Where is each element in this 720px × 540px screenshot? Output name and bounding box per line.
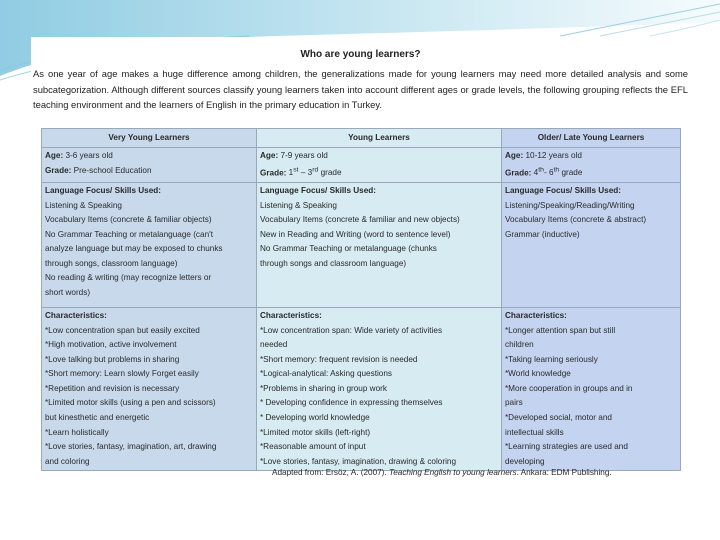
grade-value: 1st – 3rd grade <box>288 166 342 178</box>
list-item: *Repetition and revision is necessary <box>45 383 180 393</box>
age-label: Age: <box>505 151 524 160</box>
list-item: *Learn holistically <box>45 427 109 437</box>
list-item: analyze language but may be exposed to chunks <box>45 244 223 254</box>
list-item: and coloring <box>45 456 90 466</box>
list-item: *Learning strategies are used and <box>505 442 628 452</box>
list-item: through songs, classroom language) <box>45 258 178 268</box>
page-title: Who are young learners? <box>300 49 421 60</box>
table-row-characteristics <box>42 307 681 471</box>
grade-value: Pre-school Education <box>73 165 152 175</box>
cell-age-grade-2 <box>257 148 502 183</box>
list-item: Vocabulary Items (concrete & familiar and new objects) <box>260 215 460 225</box>
characteristics-label: Characteristics: <box>505 310 567 320</box>
list-item: Vocabulary Items (concrete & familiar objects) <box>45 215 212 225</box>
language-label: Language Focus/ Skills Used: <box>45 185 162 195</box>
citation <box>272 468 612 477</box>
list-item: through songs and classroom language) <box>260 258 407 268</box>
age-value: 3-6 years old <box>65 151 113 160</box>
document-page <box>31 37 690 478</box>
list-item: needed <box>260 340 288 350</box>
grade-label: Grade: <box>505 168 532 178</box>
language-label: Language Focus/ Skills Used: <box>505 185 622 195</box>
grade-value: 4th- 6th grade <box>533 166 583 178</box>
list-item: *Short memory: frequent revision is needed <box>260 354 418 364</box>
cell-characteristics-1 <box>42 307 257 471</box>
list-item: No reading & writing (may recognize letters or <box>45 273 212 283</box>
intro-paragraph: As one year of age makes a huge difference among children, the generalizations made for young learners may need more detailed analysis and some subcategorization. Although different sources classify young learners taken into account different ages or grade levels, the following grouping reflects the EFL teaching environment and the learners of English in the primary education in Turkey. <box>33 68 688 110</box>
list-item: intellectual skills <box>505 427 564 437</box>
list-item: *Longer attention span but still <box>505 325 616 335</box>
list-item: New in Reading and Writing (word to sentence level) <box>260 229 451 239</box>
list-item: *Short memory: Learn slowly Forget easily <box>45 369 199 379</box>
header-older: Older/ Late Young Learners <box>502 129 681 148</box>
age-value: 7-9 years old <box>280 151 328 160</box>
list-item: *Love stories, fantasy, imagination, drawing & coloring <box>260 456 456 466</box>
citation-suffix: . Ankara: EDM Publishing. <box>516 468 612 477</box>
cell-age-grade-1 <box>42 148 257 183</box>
header-very-young: Very Young Learners <box>42 129 257 148</box>
list-item: *Low concentration span but easily excited <box>45 325 200 335</box>
list-item: *More cooperation in groups and in <box>505 383 633 393</box>
list-item: *Limited motor skills (left-right) <box>260 427 371 437</box>
list-item: but kinesthetic and energetic <box>45 413 150 423</box>
grade-label: Grade: <box>260 168 287 178</box>
list-item: No Grammar Teaching or metalanguage (chunks <box>260 244 437 254</box>
list-item: *Logical-analytical: Asking questions <box>260 369 392 379</box>
age-label: Age: <box>45 151 64 160</box>
list-item: *Taking learning seriously <box>505 354 598 364</box>
list-item: *Love talking but problems in sharing <box>45 354 180 364</box>
cell-characteristics-2 <box>257 307 502 471</box>
list-item: *Developed social, motor and <box>505 413 612 423</box>
list-item: No Grammar Teaching or metalanguage (can't <box>45 229 213 239</box>
header-young: Young Learners <box>257 129 502 148</box>
age-value: 10-12 years old <box>525 151 582 160</box>
list-item: *Problems in sharing in group work <box>260 383 387 393</box>
list-item: *Reasonable amount of input <box>260 442 366 452</box>
list-item: developing <box>505 456 545 466</box>
characteristics-label: Characteristics: <box>45 310 107 320</box>
table-row-language <box>42 182 681 307</box>
list-item: Vocabulary Items (concrete & abstract) <box>505 215 647 225</box>
cell-language-2 <box>257 182 502 307</box>
list-item: *World knowledge <box>505 369 571 379</box>
grade-label: Grade: <box>45 165 72 175</box>
list-item: * Developing confidence in expressing themselves <box>260 398 443 408</box>
list-item: Listening & Speaking <box>45 200 122 210</box>
list-item: *High motivation, active involvement <box>45 340 177 350</box>
list-item: Listening & Speaking <box>260 200 337 210</box>
table-header-row <box>42 129 681 148</box>
list-item: Listening/Speaking/Reading/Writing <box>505 200 635 210</box>
list-item: *Low concentration span: Wide variety of activities <box>260 325 443 335</box>
citation-book-title: Teaching English to young learners <box>388 468 517 477</box>
age-label: Age: <box>260 151 279 160</box>
cell-characteristics-3 <box>502 307 681 471</box>
list-item: *Limited motor skills (using a pen and scissors) <box>45 398 216 408</box>
citation-prefix: Adapted from: Ersöz, A. (2007). <box>272 468 389 477</box>
list-item: short words) <box>45 288 91 298</box>
list-item: *Love stories, fantasy, imagination, art, drawing <box>45 442 217 452</box>
list-item: pairs <box>505 398 523 408</box>
characteristics-label: Characteristics: <box>260 310 322 320</box>
learners-table <box>41 128 681 471</box>
list-item: children <box>505 340 534 350</box>
language-label: Language Focus/ Skills Used: <box>260 185 377 195</box>
cell-language-3 <box>502 182 681 307</box>
cell-language-1 <box>42 182 257 307</box>
table-row-age-grade <box>42 148 681 183</box>
list-item: * Developing world knowledge <box>260 413 370 423</box>
cell-age-grade-3 <box>502 148 681 183</box>
list-item: Grammar (inductive) <box>505 229 580 239</box>
